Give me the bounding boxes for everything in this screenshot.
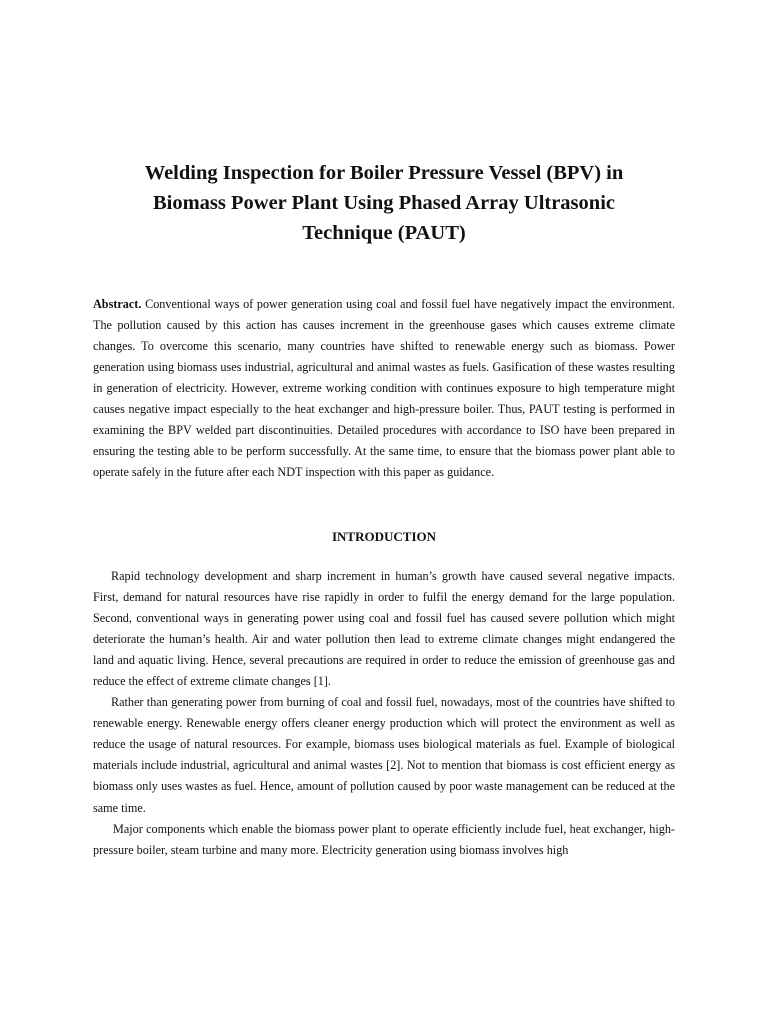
paper-title-line-3: Technique (PAUT) (302, 222, 466, 244)
paper-title-line-2: Biomass Power Plant Using Phased Array Ultrasonic (152, 192, 615, 214)
introduction-paragraph-1: Rapid technology development and sharp increment in human’s growth have caused several negative impacts. First, demand for natural resources have rise rapidly in order to fulfil the energy demand for the large population. Second, conventional ways in generating power using coal and fossil fuel has caused severe pollution which might deteriorate the human’s health. Air and water pollution then lead to extreme climate changes might endangered the land and aquatic living. Hence, several precautions are required in order to reduce the emission of greenhouse gas and reduce the effect of extreme climate changes [1]. (93, 569, 675, 689)
abstract-label: Abstract. (93, 297, 142, 311)
introduction-paragraph-3: Major components which enable the biomass power plant to operate efficiently include fuel, heat exchanger, high-pressure boiler, steam turbine and many more. Electricity generation using biomass involves high (93, 821, 675, 857)
introduction-paragraph-2: Rather than generating power from burning of coal and fossil fuel, nowadays, most of the countries have shifted to renewable energy. Renewable energy offers cleaner energy production which will protect the environment as well as reduce the usage of natural resources. For example, biomass uses biological materials as fuel. Example of biological materials include industrial, agricultural and animal wastes [2]. Not to mention that biomass is cost efficient energy as biomass only uses wastes as fuel. Hence, amount of pollution caused by poor waste management can be reduced at the same time. (93, 695, 675, 815)
abstract-text: Conventional ways of power generation using coal and fossil fuel have negatively impact the environment. The pollution caused by this action has causes increment in the greenhouse gases which causes extreme climate changes. To overcome this scenario, many countries have shifted to renewable energy such as biomass. Power generation using biomass uses industrial, agricultural and animal wastes as fuels. Gasification of these wastes resulting in generation of electricity. However, extreme working condition with continues exposure to high temperature might causes negative impact especially to the heat exchanger and high-pressure boiler. Thus, PAUT testing is performed in examining the BPV welded part discontinuities. Detailed procedures with accordance to ISO have been prepared in ensuring the testing able to be perform successfully. At the same time, to ensure that the biomass power plant able to operate safely in the future after each NDT inspection with this paper as guidance. (93, 297, 676, 480)
introduction-body (93, 566, 675, 861)
paper-title (92, 158, 676, 248)
section-heading-introduction: INTRODUCTION (331, 529, 436, 544)
abstract-paragraph (93, 294, 675, 483)
paper-title-line-1: Welding Inspection for Boiler Pressure Vessel (BPV) in (144, 162, 624, 184)
